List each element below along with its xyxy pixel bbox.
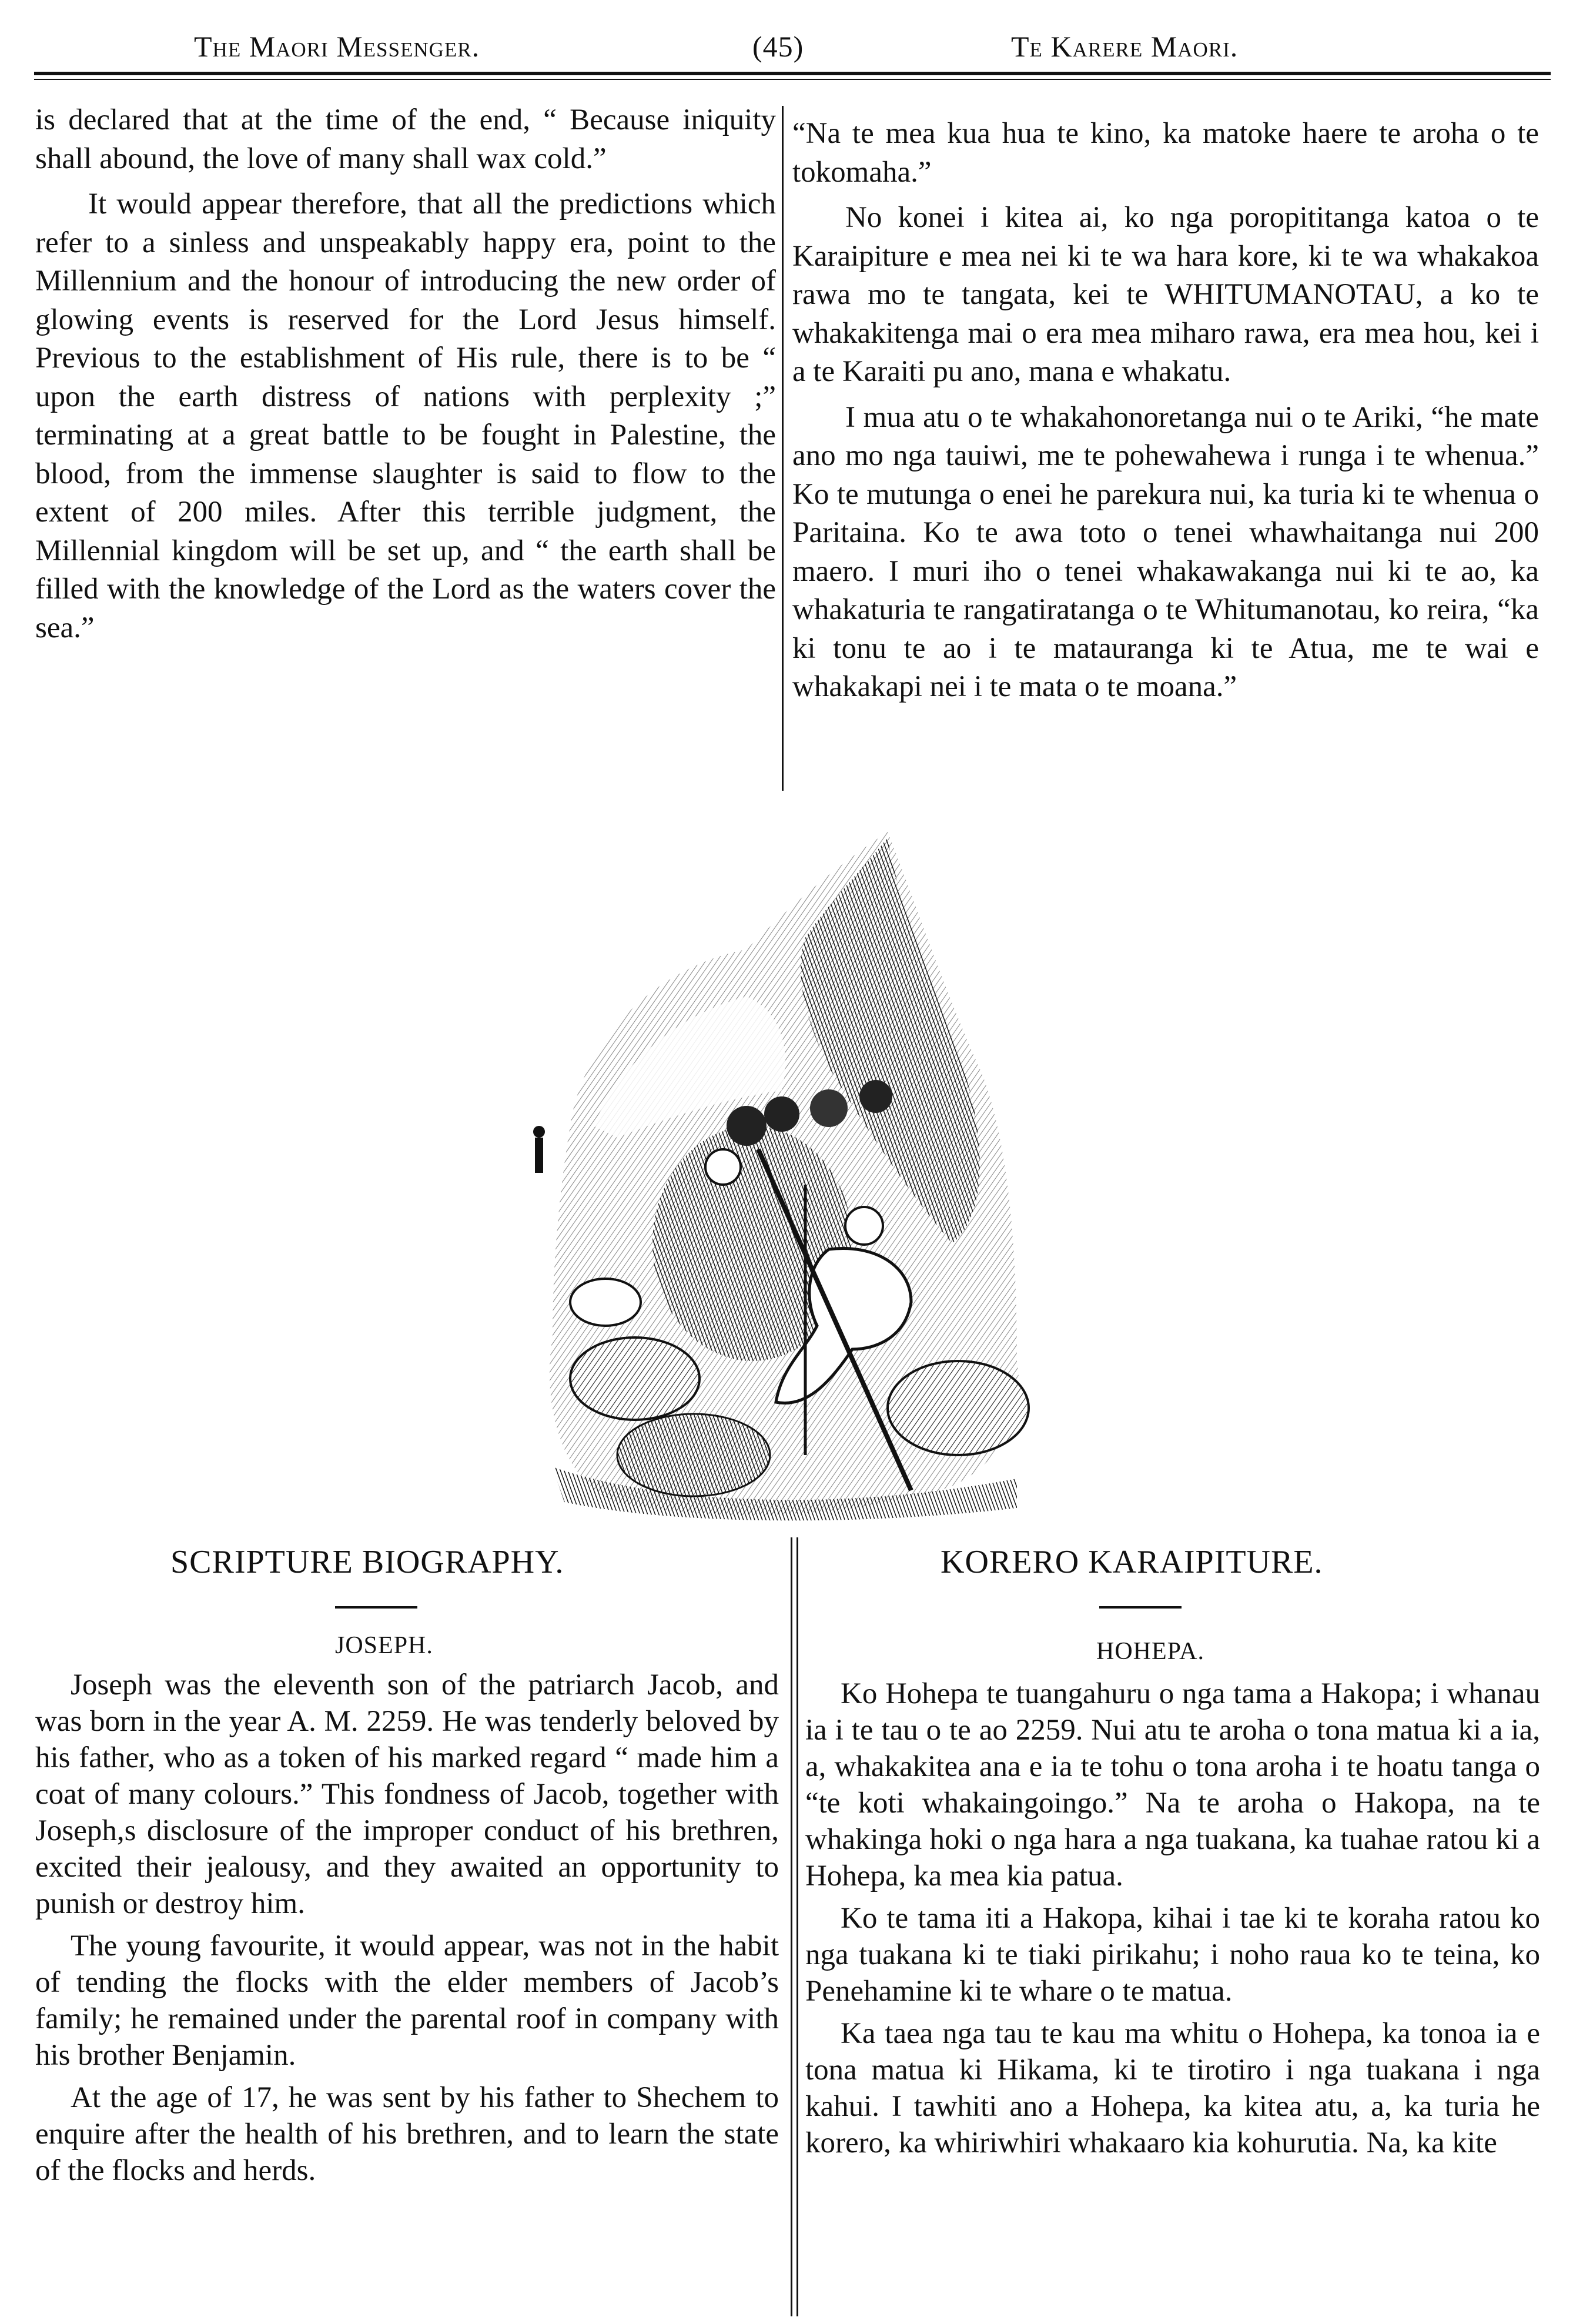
bottom-right-paragraph-1: Ko Hohepa te tuangahuru o nga tama a Hakopa; i whanau ia i te tau o te ao 2259. Nui atu te aroha o tona matua ki a ia, a, whakakitea ana e ia te tohu o tona aroha i te hoatu tanga o “te koti whakaingoingo.” Na te aroha o Hakopa, na te whakinga hoki o nga hara a nga tuakana, ka tuahae ratou ki a Hohepa, ka mea kia patua. bbox=[805, 1677, 1540, 1892]
section-title-left: SCRIPTURE BIOGRAPHY. bbox=[170, 1544, 564, 1580]
subtitle-left: JOSEPH. bbox=[335, 1632, 433, 1659]
column-divider-top bbox=[782, 106, 784, 791]
bottom-left-paragraph-1: Joseph was the eleventh son of the patriarch Jacob, and was born in the year A. M. 2259. He was tenderly beloved by his father, who as a token of his marked regard “ made him a coat of many colours.” This fondness of Jacob, together with Joseph,s disclosure of the improper conduct of his brethren, excited their jealousy, and they awaited an opportunity to punish or destroy him. bbox=[35, 1668, 779, 1920]
bottom-left-column bbox=[35, 1667, 779, 2195]
bottom-right-column bbox=[805, 1676, 1540, 2167]
section-title-right: KORERO KARAIPITURE. bbox=[941, 1544, 1323, 1580]
column-divider-bottom-2 bbox=[796, 1537, 798, 2316]
top-left-column bbox=[35, 101, 776, 654]
engraving-shepherds-icon bbox=[500, 820, 1064, 1526]
top-right-paragraph-3: I mua atu o te whakahonoretanga nui o te Ariki, “he mate ano mo nga tauiwi, me te pohewahewa i runga i te whenua.” Ko te mutunga o enei he parekura nui, ka turia ki te whenua o Paritaina. Ko te awa toto o tenei whawhaitanga nui 200 maero. I muri iho o tenei whakawakanga nui ki te ao, ka whakaturia te rangatiratanga o te Whitumanotau, ko reira, “ka ki tonu te ao i te matauranga ki te Atua, me te wai e whakakapi nei i te mata o te moana.” bbox=[792, 400, 1539, 703]
page-header bbox=[35, 29, 1546, 71]
subtitle-right: HOHEPA. bbox=[1096, 1638, 1204, 1665]
title-rule-left bbox=[335, 1606, 417, 1609]
bottom-right-paragraph-3: Ka taea nga tau te kau ma whitu o Hohepa, ka tonoa ia e tona matua ki Hikama, ki te tirotiro i nga tuakana i nga kahui. I tawhiti ano a Hohepa, ka kitea atu, a, ka turia he korero, ka whiriwhiri whakaaro kia kohurutia. Na, ka kite bbox=[805, 2017, 1540, 2159]
bottom-right-paragraph-2: Ko te tama iti a Hakopa, kihai i tae ki te koraha ratou ko nga tuakana ki te tiaki pirikahu; i noho raua ko te teina, ko Penehamine ki te whare o te matua. bbox=[805, 1902, 1540, 2008]
top-right-paragraph-1: “Na te mea kua hua te kino, ka matoke haere te aroha o te tokomaha.” bbox=[792, 117, 1539, 189]
header-right-title: Te Karere Maori. bbox=[1011, 30, 1239, 63]
header-rule-thick bbox=[34, 72, 1551, 75]
column-divider-bottom-1 bbox=[791, 1537, 792, 2316]
header-rule-thin bbox=[34, 79, 1551, 80]
top-right-paragraph-2: No konei i kitea ai, ko nga poropititanga katoa o te Karaipiture e mea nei ki te wa hara kore, ki te wa whakakoa rawa mo te tangata, kei te WHITUMANOTAU, a ko te whakakitenga mai o era mea miharo rawa, era mea hou, kei i a te Karaiti pu ano, mana e whakatu. bbox=[792, 201, 1539, 388]
bottom-left-paragraph-2: The young favourite, it would appear, was not in the habit of tending the flocks with the elder members of Jacob’s family; he remained under the parental roof in company with his brother Benjamin. bbox=[35, 1930, 779, 2072]
top-left-paragraph-2: It would appear therefore, that all the predictions which refer to a sinless and unspeakably happy era, point to the Millennium and the honour of introducing the new order of glowing events is reserved for the Lord Jesus himself. Previous to the establishment of His rule, there is to be “ upon the earth distress of nations with perplexity ;” terminating at a great battle to be fought in Palestine, the blood, from the immense slaughter is said to flow to the extent of 200 miles. After this terrible judgment, the Millennial kingdom will be set up, and “ the earth shall be filled with the knowledge of the Lord as the waters cover the sea.” bbox=[35, 188, 776, 644]
header-left-title: The Maori Messenger. bbox=[194, 30, 480, 63]
bottom-left-paragraph-3: At the age of 17, he was sent by his father to Shechem to enquire after the health of his brethren, and to learn the state of the flocks and herds. bbox=[35, 2081, 779, 2187]
page-number: (45) bbox=[752, 30, 804, 63]
top-left-paragraph-1: is declared that at the time of the end, “ Because iniquity shall abound, the love of many shall wax cold.” bbox=[35, 103, 776, 175]
top-right-column bbox=[792, 115, 1539, 714]
title-rule-right bbox=[1099, 1606, 1182, 1609]
